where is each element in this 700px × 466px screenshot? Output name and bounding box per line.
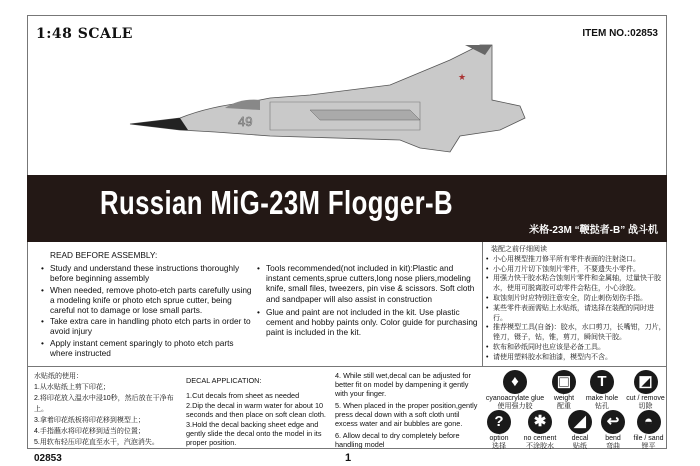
aircraft-illustration <box>120 40 570 160</box>
read-before-section <box>40 250 255 359</box>
page-title-cn: 米格-23M “鞭挞者-B” 战斗机 <box>529 225 658 236</box>
list-item: • 小心用模型推刀修平所有零件表面的注射浇口。 <box>485 255 666 265</box>
legend-item: ? option 选择 <box>482 410 516 451</box>
list-item: • Study and understand these instructions thoroughly before beginning assembly <box>40 263 255 283</box>
list-item: • 软布和砂纸同时也应该是必备工具。 <box>485 343 666 353</box>
file-icon: ◓ <box>637 410 661 434</box>
cn-notes-heading: 装配之前仔细阅读 <box>491 246 547 253</box>
symbol-legend <box>482 368 667 448</box>
weight-icon: ▣ <box>552 370 576 394</box>
legend-item: ◢ decal 贴纸 <box>564 410 596 451</box>
divider <box>27 366 667 367</box>
footer-item-number: 02853 <box>34 453 62 464</box>
legend-item: ◓ file / sand 锉平 <box>630 410 667 451</box>
decal-en-section <box>186 376 331 447</box>
list-item: 5. When placed in the proper position,gently press decal down with a soft cloth until excess water and air bubbles are gone. <box>335 401 478 428</box>
legend-item: ◩ cut / remove 切除 <box>624 370 667 411</box>
aircraft-number: 49 <box>238 114 253 129</box>
list-item: 4.手指蘸水将印花移到适当的位置； <box>34 428 145 435</box>
legend-item: ♦ cyanoacrylate glue 使用强力胶 <box>482 370 548 411</box>
list-item: 6. Allow decal to dry completely before handling model <box>335 431 460 449</box>
list-item: 3.拿着印花纸板将印花移到模型上； <box>34 417 145 424</box>
list-item: 2.将印花放入温水中浸10秒，然后放在干净布上。 <box>34 395 174 413</box>
red-star-icon: ★ <box>458 72 467 82</box>
list-item: • 请使用塑料胶水和油漆，模型内不含。 <box>485 353 666 363</box>
list-item: • 用强力快干胶水粘合蚀刻片零件和金属轴，过量快干胶水，使用可脱离胶可动零件会粘住，小心涂胶。 <box>485 274 666 294</box>
scale-label: 1:48 SCALE <box>36 26 133 42</box>
page-title: Russian MiG-23M Flogger-B <box>100 184 453 221</box>
legend-item: T make hole 钻孔 <box>582 370 622 411</box>
list-item: 3.Hold the decal backing sheet edge and gently slide the decal onto the model in its proper position. <box>186 420 322 447</box>
legend-item: ▣ weight 配重 <box>549 370 579 411</box>
legend-item: ↩ bend 弯曲 <box>598 410 628 451</box>
decal-cn-heading: 水贴纸的使用： <box>34 373 83 380</box>
list-item: • Apply instant cement sparingly to photo etch parts where instructed <box>40 338 255 358</box>
decal-cn-section <box>34 371 182 448</box>
list-item: 5.用软布轻压印花直至水干，汽泡消失。 <box>34 439 159 446</box>
decal-en-section-2 <box>335 371 479 449</box>
cut-icon: ◩ <box>634 370 658 394</box>
list-item: 2.Dip the decal in warm water for about 10 seconds and then place on soft clean cloth. <box>186 401 326 419</box>
list-item: • 取蚀刻片时应特别注意安全，防止刺伤划伤手指。 <box>485 294 666 304</box>
list-item: 4. While still wet,decal can be adjusted for better fit on model by dampening it gently with your finger. <box>335 371 471 398</box>
list-item: 1.Cut decals from sheet as needed <box>186 391 300 400</box>
question-icon: ? <box>487 410 511 434</box>
list-item: • 某些零件表面需贴上水贴纸，请选择在装配的同时进行。 <box>485 304 666 324</box>
legend-item: ✱ no cement 不涂胶水 <box>519 410 561 451</box>
item-number: ITEM NO.:02853 <box>582 28 658 39</box>
decal-icon: ◢ <box>568 410 592 434</box>
list-item: • Take extra care in handling photo etch parts in order to avoid injury <box>40 316 255 336</box>
glue-icon: ♦ <box>503 370 527 394</box>
list-item: • 推荐模型工具(自备)：胶水，水口剪刀，长嘴钳，刀片，锉刀，镊子，钻，锥，剪刀，瞬间快干胶。 <box>485 323 666 343</box>
list-item: • Glue and paint are not included in the kit. Use plastic cement and hobby paints only. Color guide for purchasing paint is included in the kit. <box>256 307 478 338</box>
cn-notes-section <box>485 245 666 363</box>
read-before-heading: READ BEFORE ASSEMBLY: <box>50 250 158 260</box>
list-item: • 小心用刀片切下蚀刻片零件，不要遗失小零件。 <box>485 265 666 275</box>
bend-icon: ↩ <box>601 410 625 434</box>
tools-section <box>256 263 478 338</box>
page-number: 1 <box>345 452 352 464</box>
list-item: • When needed, remove photo-etch parts carefully using a modeling knife or photo etch sprue cutter, being careful not to damage or lose small parts. <box>40 285 255 316</box>
decal-en-heading: DECAL APPLICATION: <box>186 376 262 385</box>
list-item: 1.从水贴纸上剪下印花； <box>34 384 110 391</box>
no-cement-icon: ✱ <box>528 410 552 434</box>
list-item: • Tools recommended(not included in kit):Plastic and instant cements,sprue cutters,long nose pliers,modeling knife, small files, tweezers, pin vise & scissors. Soft cloth and sandpaper will also assist in construction <box>256 263 478 304</box>
drill-icon: T <box>590 370 614 394</box>
